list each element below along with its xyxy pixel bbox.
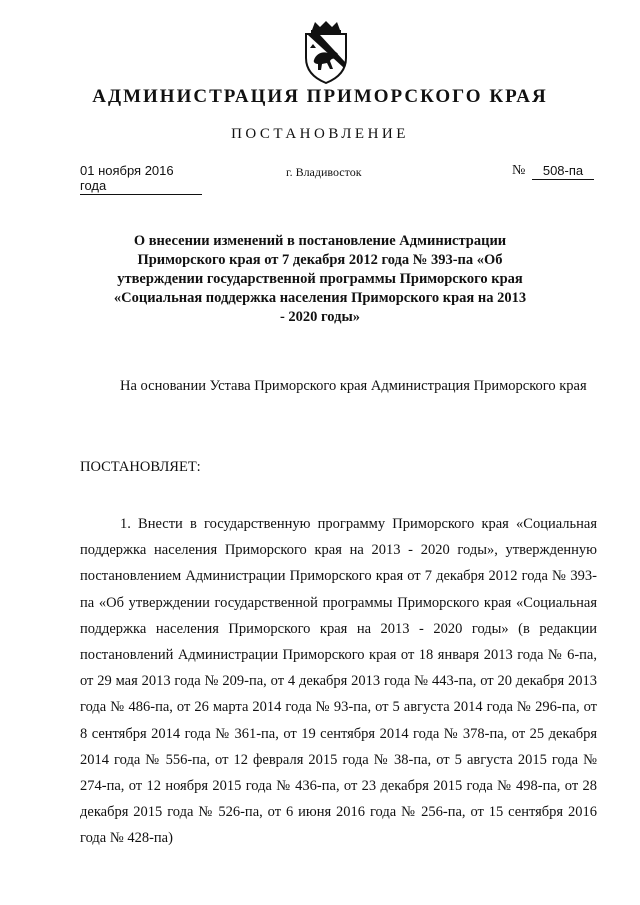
document-date: 01 ноября 2016 года: [80, 163, 202, 195]
document-subject: О внесении изменений в постановление Администрации Приморского края от 7 декабря 2012 года № 393-па «Об утверждении государственной программы Приморского края «Социальная поддержка населения Приморского края на 2013 - 2020 годы»: [113, 233, 527, 325]
coat-of-arms-icon: [300, 20, 352, 84]
document-number: 508-па: [532, 163, 594, 180]
document-meta: [80, 163, 595, 193]
basis-paragraph: На основании Устава Приморского края Администрация Приморского края: [120, 378, 587, 394]
number-sign: №: [512, 163, 526, 178]
document-city: г. Владивосток: [286, 165, 362, 179]
item-1-paragraph: 1. Внести в государственную программу Приморского края «Социальная поддержка населения Приморского края на 2013 - 2020 годы», утвержденную постановлением Администрации Приморского края от 7 декабря 2012 года № 393-па «Об утверждении государственной программы Приморского края «Социальная поддержка населения Приморского края на 2013 - 2020 годы» (в редакции постановлений Администрации Приморского края от 18 января 2013 года № 6-па, от 29 мая 2013 года № 209-па, от 4 декабря 2013 года № 443-па, от 20 декабря 2013 года № 486-па, от 26 марта 2014 года № 93-па, от 5 августа 2014 года № 296-па, от 8 сентября 2014 года № 361-па, от 19 сентября 2014 года № 378-па, от 25 декабря 2014 года № 556-па, от 12 февраля 2015 года № 38-па, от 5 августа 2015 года № 274-па, от 12 ноября 2015 года № 436-па, от 23 декабря 2015 года № 498-па, от 28 декабря 2015 года № 526-па, от 6 июня 2016 года № 256-па, от 15 сентября 2016 года № 428-па): [80, 516, 597, 847]
document-type: ПОСТАНОВЛЕНИЕ: [231, 126, 409, 142]
resolves-heading: ПОСТАНОВЛЯЕТ:: [80, 459, 201, 475]
organization-title: АДМИНИСТРАЦИЯ ПРИМОРСКОГО КРАЯ: [92, 86, 548, 107]
